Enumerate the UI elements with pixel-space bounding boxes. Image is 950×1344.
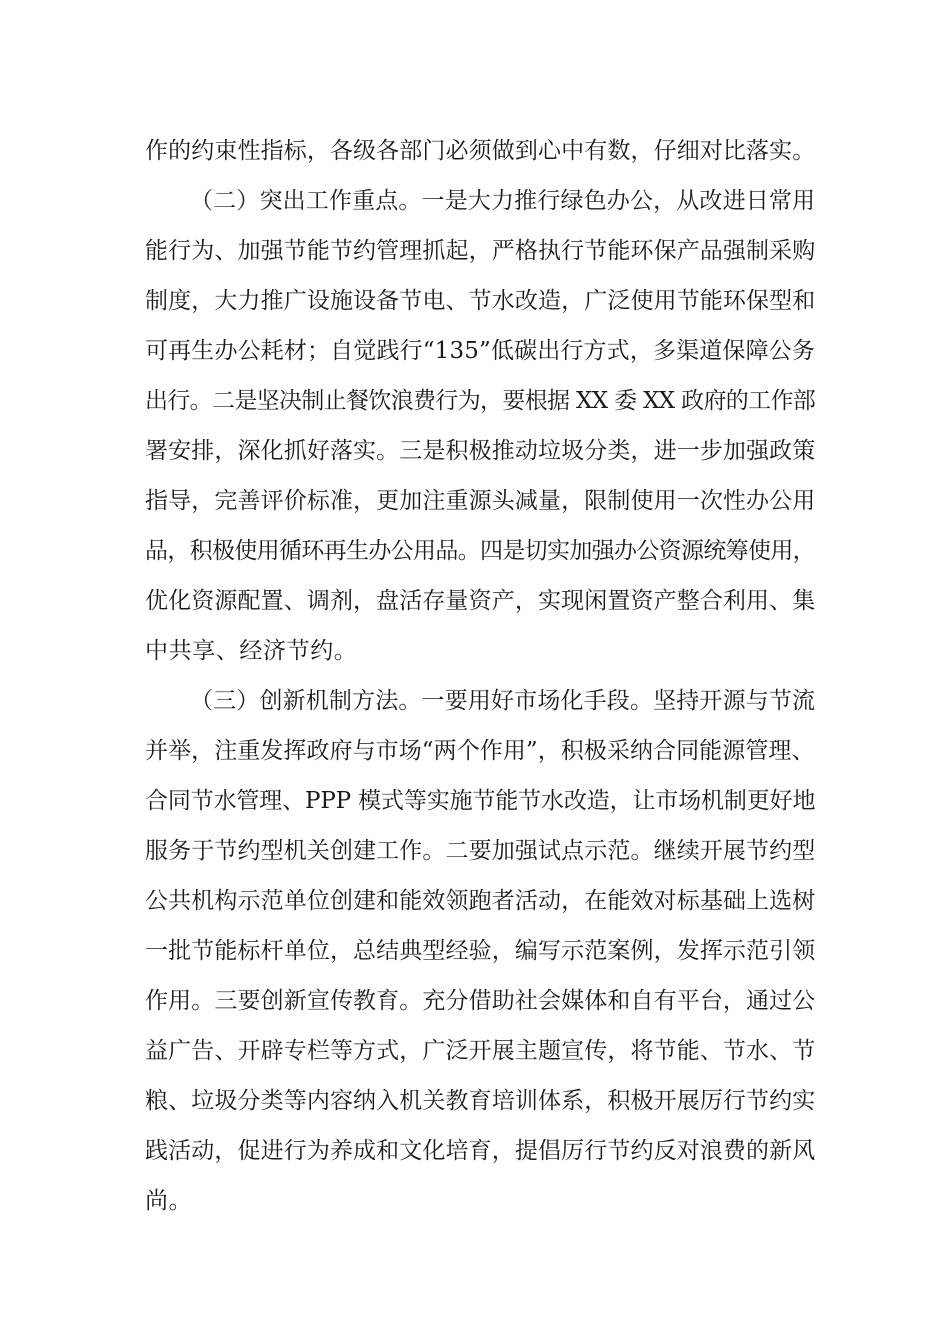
text-line: 能行为、加强节能节约管理抓起，严格执行节能环保产品强制采购 [145,238,816,264]
text-line: 一批节能标杆单位，总结典型经验，编写示范案例，发挥示范引领 [145,938,816,964]
section-heading-line: （三）创新机制方法。一要用好市场化手段。坚持开源与节流 [190,688,816,714]
text-line: 优化资源配置、调剂，盘活存量资产，实现闲置资产整合利用、集 [145,588,816,614]
text-line: 作的约束性指标，各级各部门必须做到心中有数，仔细对比落实。 [145,138,816,164]
text-line: 粮、垃圾分类等内容纳入机关教育培训体系，积极开展厉行节约实 [145,1088,816,1114]
text-line: 署安排，深化抓好落实。三是积极推动垃圾分类，进一步加强政策 [145,438,816,464]
text-line: 公共机构示范单位创建和能效领跑者活动，在能效对标基础上选树 [145,888,816,914]
text-line: 可再生办公耗材；自觉践行“135”低碳出行方式，多渠道保障公务 [145,338,816,364]
section-heading-line: （二）突出工作重点。一是大力推行绿色办公，从改进日常用 [190,188,816,214]
text-line: 践活动，促进行为养成和文化培育，提倡厉行节约反对浪费的新风 [145,1138,816,1164]
text-line: 作用。三要创新宣传教育。充分借助社会媒体和自有平台，通过公 [145,988,816,1014]
text-line: 指导，完善评价标准，更加注重源头减量，限制使用一次性办公用 [145,488,816,514]
text-line: 尚。 [145,1188,193,1214]
text-line: 品，积极使用循环再生办公用品。四是切实加强办公资源统筹使用， [145,538,816,564]
text-line: 制度，大力推广设施设备节电、节水改造，广泛使用节能环保型和 [145,288,816,314]
text-line: 出行。二是坚决制止餐饮浪费行为，要根据 XX 委 XX 政府的工作部 [145,388,816,414]
text-line: 中共享、经济节约。 [145,638,358,664]
text-line: 并举，注重发挥政府与市场“两个作用”，积极采纳合同能源管理、 [145,738,815,764]
text-line: 益广告、开辟专栏等方式，广泛开展主题宣传，将节能、节水、节 [145,1038,816,1064]
text-line: 合同节水管理、PPP 模式等实施节能节水改造，让市场机制更好地 [145,788,816,814]
text-line: 服务于节约型机关创建工作。二要加强试点示范。继续开展节约型 [145,838,816,864]
